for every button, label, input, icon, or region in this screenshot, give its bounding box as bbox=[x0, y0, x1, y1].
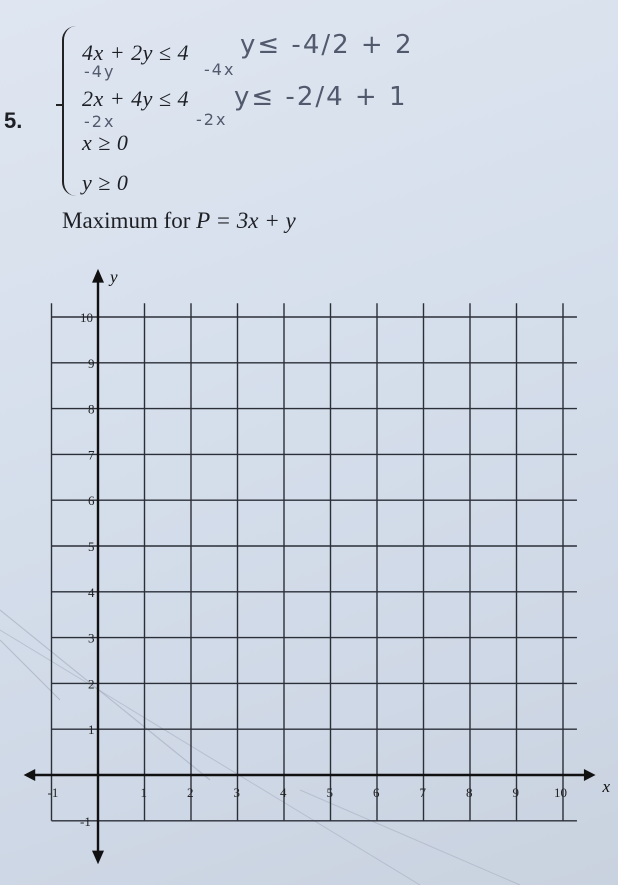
y-tick-label: 8 bbox=[88, 401, 95, 417]
grid-lines bbox=[52, 303, 577, 821]
y-tick-label: 5 bbox=[88, 539, 95, 554]
x-tick-label: 9 bbox=[512, 785, 519, 800]
inequality-4: y ≥ 0 bbox=[82, 170, 129, 195]
x-axis-label: x bbox=[602, 777, 611, 796]
y-tick-label: 1 bbox=[88, 722, 95, 738]
y-tick-label: 6 bbox=[88, 493, 95, 509]
y-axis-arrow-up bbox=[92, 269, 104, 283]
handwritten-note-3: -2x bbox=[84, 112, 116, 131]
handwritten-solve-1: y≤ -4/2 + 2 bbox=[240, 30, 414, 60]
x-axis-arrow-left bbox=[24, 769, 36, 781]
objective-expression: P = 3x + y bbox=[196, 208, 296, 233]
y-tick-label: 10 bbox=[80, 310, 93, 325]
x-tick-label: 7 bbox=[419, 785, 426, 800]
inequality-2: 2x + 4y ≤ 4 bbox=[82, 86, 189, 111]
x-axis-arrow-right bbox=[584, 769, 596, 781]
objective-prefix: Maximum for bbox=[62, 208, 191, 233]
axes bbox=[24, 269, 596, 864]
x-tick-label: 4 bbox=[280, 785, 287, 800]
y-tick-label: 3 bbox=[88, 630, 95, 646]
paper-streak bbox=[300, 790, 520, 885]
y-tick-label: -1 bbox=[80, 813, 91, 829]
inequality-3: x ≥ 0 bbox=[82, 130, 129, 155]
x-tick-label: -1 bbox=[47, 785, 59, 800]
handwritten-note-4: -2x bbox=[196, 110, 228, 129]
x-tick-label: 1 bbox=[140, 785, 147, 800]
x-tick-label: 2 bbox=[187, 785, 194, 800]
x-tick-label: 8 bbox=[466, 785, 473, 800]
x-tick-label: 5 bbox=[326, 785, 333, 800]
x-tick-label: 3 bbox=[233, 785, 240, 800]
x-tick-label: 10 bbox=[554, 785, 567, 800]
inequality-1: 4x + 2y ≤ 4 bbox=[82, 40, 189, 65]
paper-streak bbox=[0, 610, 210, 780]
y-tick-label: 4 bbox=[88, 584, 95, 600]
x-tick-label: 6 bbox=[373, 785, 380, 800]
y-tick-label: 2 bbox=[88, 676, 95, 692]
handwritten-note-2: -4x bbox=[204, 60, 236, 79]
y-axis-arrow-down bbox=[92, 851, 104, 865]
paper-streak bbox=[0, 630, 420, 885]
y-axis-label: y bbox=[110, 267, 118, 287]
y-tick-label: 9 bbox=[88, 355, 95, 371]
handwritten-solve-2: y≤ -2/4 + 1 bbox=[234, 82, 408, 112]
y-tick-label: 7 bbox=[88, 447, 95, 463]
problem-number: 5. bbox=[4, 108, 23, 133]
tick-labels bbox=[48, 268, 611, 829]
handwritten-note-1: -4y bbox=[84, 62, 116, 81]
